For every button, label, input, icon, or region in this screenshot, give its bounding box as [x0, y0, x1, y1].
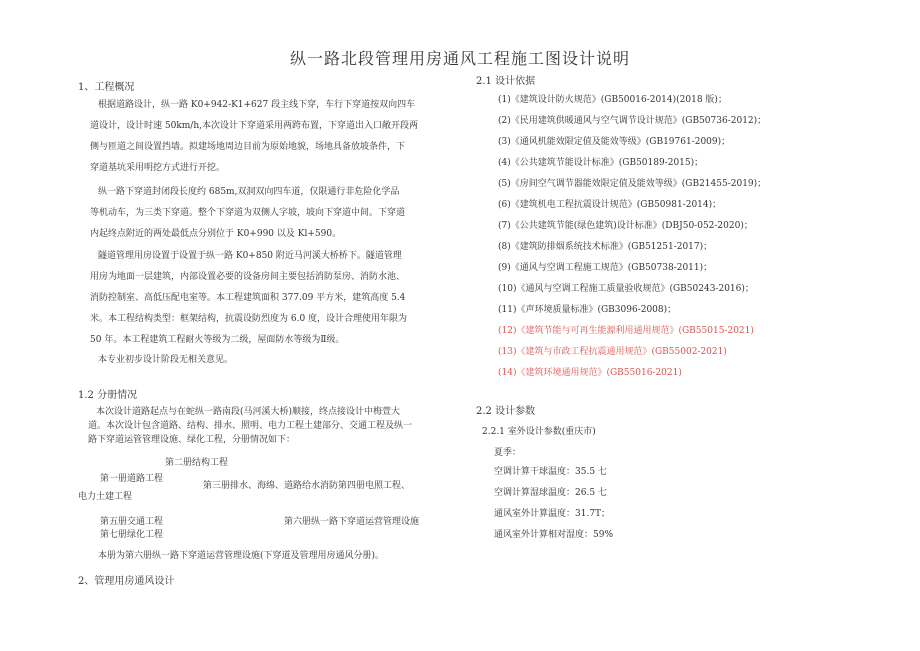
volume-power: 电力土建工程: [78, 492, 133, 502]
reference-item-new: (12)《建筑节能与可再生能源利用通用规范》(GB55015-2021): [498, 326, 754, 336]
volume-3-4: 第三册排水、海绵、道路给水消防第四册电照工程、: [203, 481, 411, 491]
reference-item: (8)《建筑防排烟系统技术标准》(GB51251-2017)；: [498, 242, 713, 252]
parameter-list: [494, 464, 613, 548]
section-heading-1-2: 1.2 分册情况: [78, 390, 138, 401]
text-line: 消防控制室、高低压配电室等。本工程建筑面积 377.09 平方米，建筑高度 5.4: [90, 293, 406, 303]
volume-5: 第五册交通工程: [100, 517, 164, 527]
text-line: 根据道路设计，纵一路 K0+942-K1+627 段主线下穿，车行下穿道按双向四车: [98, 100, 416, 110]
reference-item: (2)《民用建筑供暖通风与空气调节设计规范》(GB50736-2012)；: [498, 116, 767, 126]
parameter-item: 空调计算湿球温度：26.5 七: [494, 488, 607, 498]
text-line: 本次设计道路起点与在蛇纵一路南段(马河溪大桥)顺接，终点接设计中梅萱大: [96, 407, 401, 417]
parameter-item: 空调计算干球温度：35.5 七: [494, 467, 607, 477]
section-heading-2: 2、管理用房通风设计: [78, 576, 175, 587]
reference-item-new: (13)《建筑与市政工程抗震通用规范》(GB55002-2021): [498, 347, 727, 357]
text-line: 纵一路下穿道封闭段长度约 685m,双洞双向四车道，仅限通行非危险化学品: [98, 187, 400, 197]
volume-6: 第六册纵一路下穿道运营管理设施: [284, 517, 420, 527]
reference-item: (1)《建筑设计防火规范》(GB50016-2014)(2018 版)；: [498, 95, 727, 105]
text-line: 侧与匝道之间设置挡墙。拟建场地周边目前为原始地貌，场地具备放坡条件，下: [90, 142, 406, 152]
paragraph-volumes: [88, 405, 412, 447]
reference-item: (11)《声环境质量标准》(GB3096-2008)；: [498, 305, 677, 315]
reference-item-new: (14)《建筑环境通用规范》(GB55016-2021): [498, 368, 682, 378]
text-line: 隧道管理用房设置于设置于纵一路 K0+850 附近马河溪大桥桥下。隧道管理: [98, 251, 402, 261]
paragraph-building: [90, 246, 407, 351]
paragraph-note: 本专业初步设计阶段无相关意见。: [98, 355, 234, 365]
text-line: 50 年。本工程建筑工程耐火等级为二级，屋面防水等级为Ⅱ级。: [90, 335, 345, 345]
reference-item: (7)《公共建筑节能(绿色建筑)设计标准》(DBJ50-052-2020)；: [498, 221, 753, 231]
volume-2: 第二册结构工程: [165, 458, 229, 468]
subheading-outdoor: 2.2.1 室外设计参数(重庆市): [482, 427, 596, 437]
text-line: 米。本工程结构类型：框架结构，抗震设防烈度为 6.0 度，设计合理使用年限为: [90, 314, 408, 324]
volume-7: 第七册绿化工程: [100, 530, 164, 540]
reference-item: (4)《公共建筑节能设计标准》(GB50189-2015)；: [498, 158, 704, 168]
season-label: 夏季：: [494, 448, 522, 458]
reference-item: (3)《通风机能效限定值及能效等级》(GB19761-2009)；: [498, 137, 731, 147]
reference-list: [498, 92, 766, 386]
section-heading-2-1: 2.1 设计依据: [476, 76, 536, 87]
section-heading-2-2: 2.2 设计参数: [476, 406, 536, 417]
text-line: 穿道基坑采用明挖方式进行开挖。: [90, 163, 226, 173]
reference-item: (10)《通风与空调工程施工质量验收规范》(GB50243-2016)；: [498, 284, 754, 294]
parameter-item: 通风室外计算相对湿度：59%: [494, 530, 614, 540]
section-heading-1: 1、工程概况: [78, 82, 135, 93]
text-line: 道设计，设计时速 50km/h,本次设计下穿道采用两跨布置，下穿道出入口敞开段两: [90, 121, 418, 131]
reference-item: (9)《通风与空调工程施工规范》(GB50738-2011)；: [498, 263, 713, 273]
parameter-item: 通风室外计算温度：31.7T；: [494, 509, 611, 519]
text-line: 内起终点附近的两处最低点分别位于 K0+990 以及 Kl+590。: [90, 229, 342, 239]
reference-item: (5)《房间空气调节器能效限定值及能效等级》(GB21455-2019)；: [498, 179, 767, 189]
paragraph-this-volume: 本册为第六册纵一路下穿道运营管理设施(下穿道及管理用房通风分册)。: [98, 551, 385, 561]
paragraph-underpass: [90, 182, 405, 245]
page-title: 纵一路北段管理用房通风工程施工图设计说明: [289, 49, 630, 68]
volume-1: 第一册道路工程: [100, 474, 164, 484]
text-line: 路下穿道运管管理设施、绿化工程，分册情况如下：: [88, 435, 296, 445]
text-line: 等机动车，为三类下穿道。整个下穿道为双侧人字坡，坡向下穿道中间。下穿道: [90, 208, 406, 218]
text-line: 用房为地面一层建筑，内部设置必要的设备房间主要包括消防泵房、消防水池、: [90, 272, 406, 282]
text-line: 道。本次设计包含道路、结构、排水、照明、电力工程土建部分、交通工程及纵一: [88, 421, 413, 431]
paragraph-overview: [90, 95, 418, 179]
reference-item: (6)《建筑机电工程抗震设计规范》(GB50981-2014)；: [498, 200, 722, 210]
